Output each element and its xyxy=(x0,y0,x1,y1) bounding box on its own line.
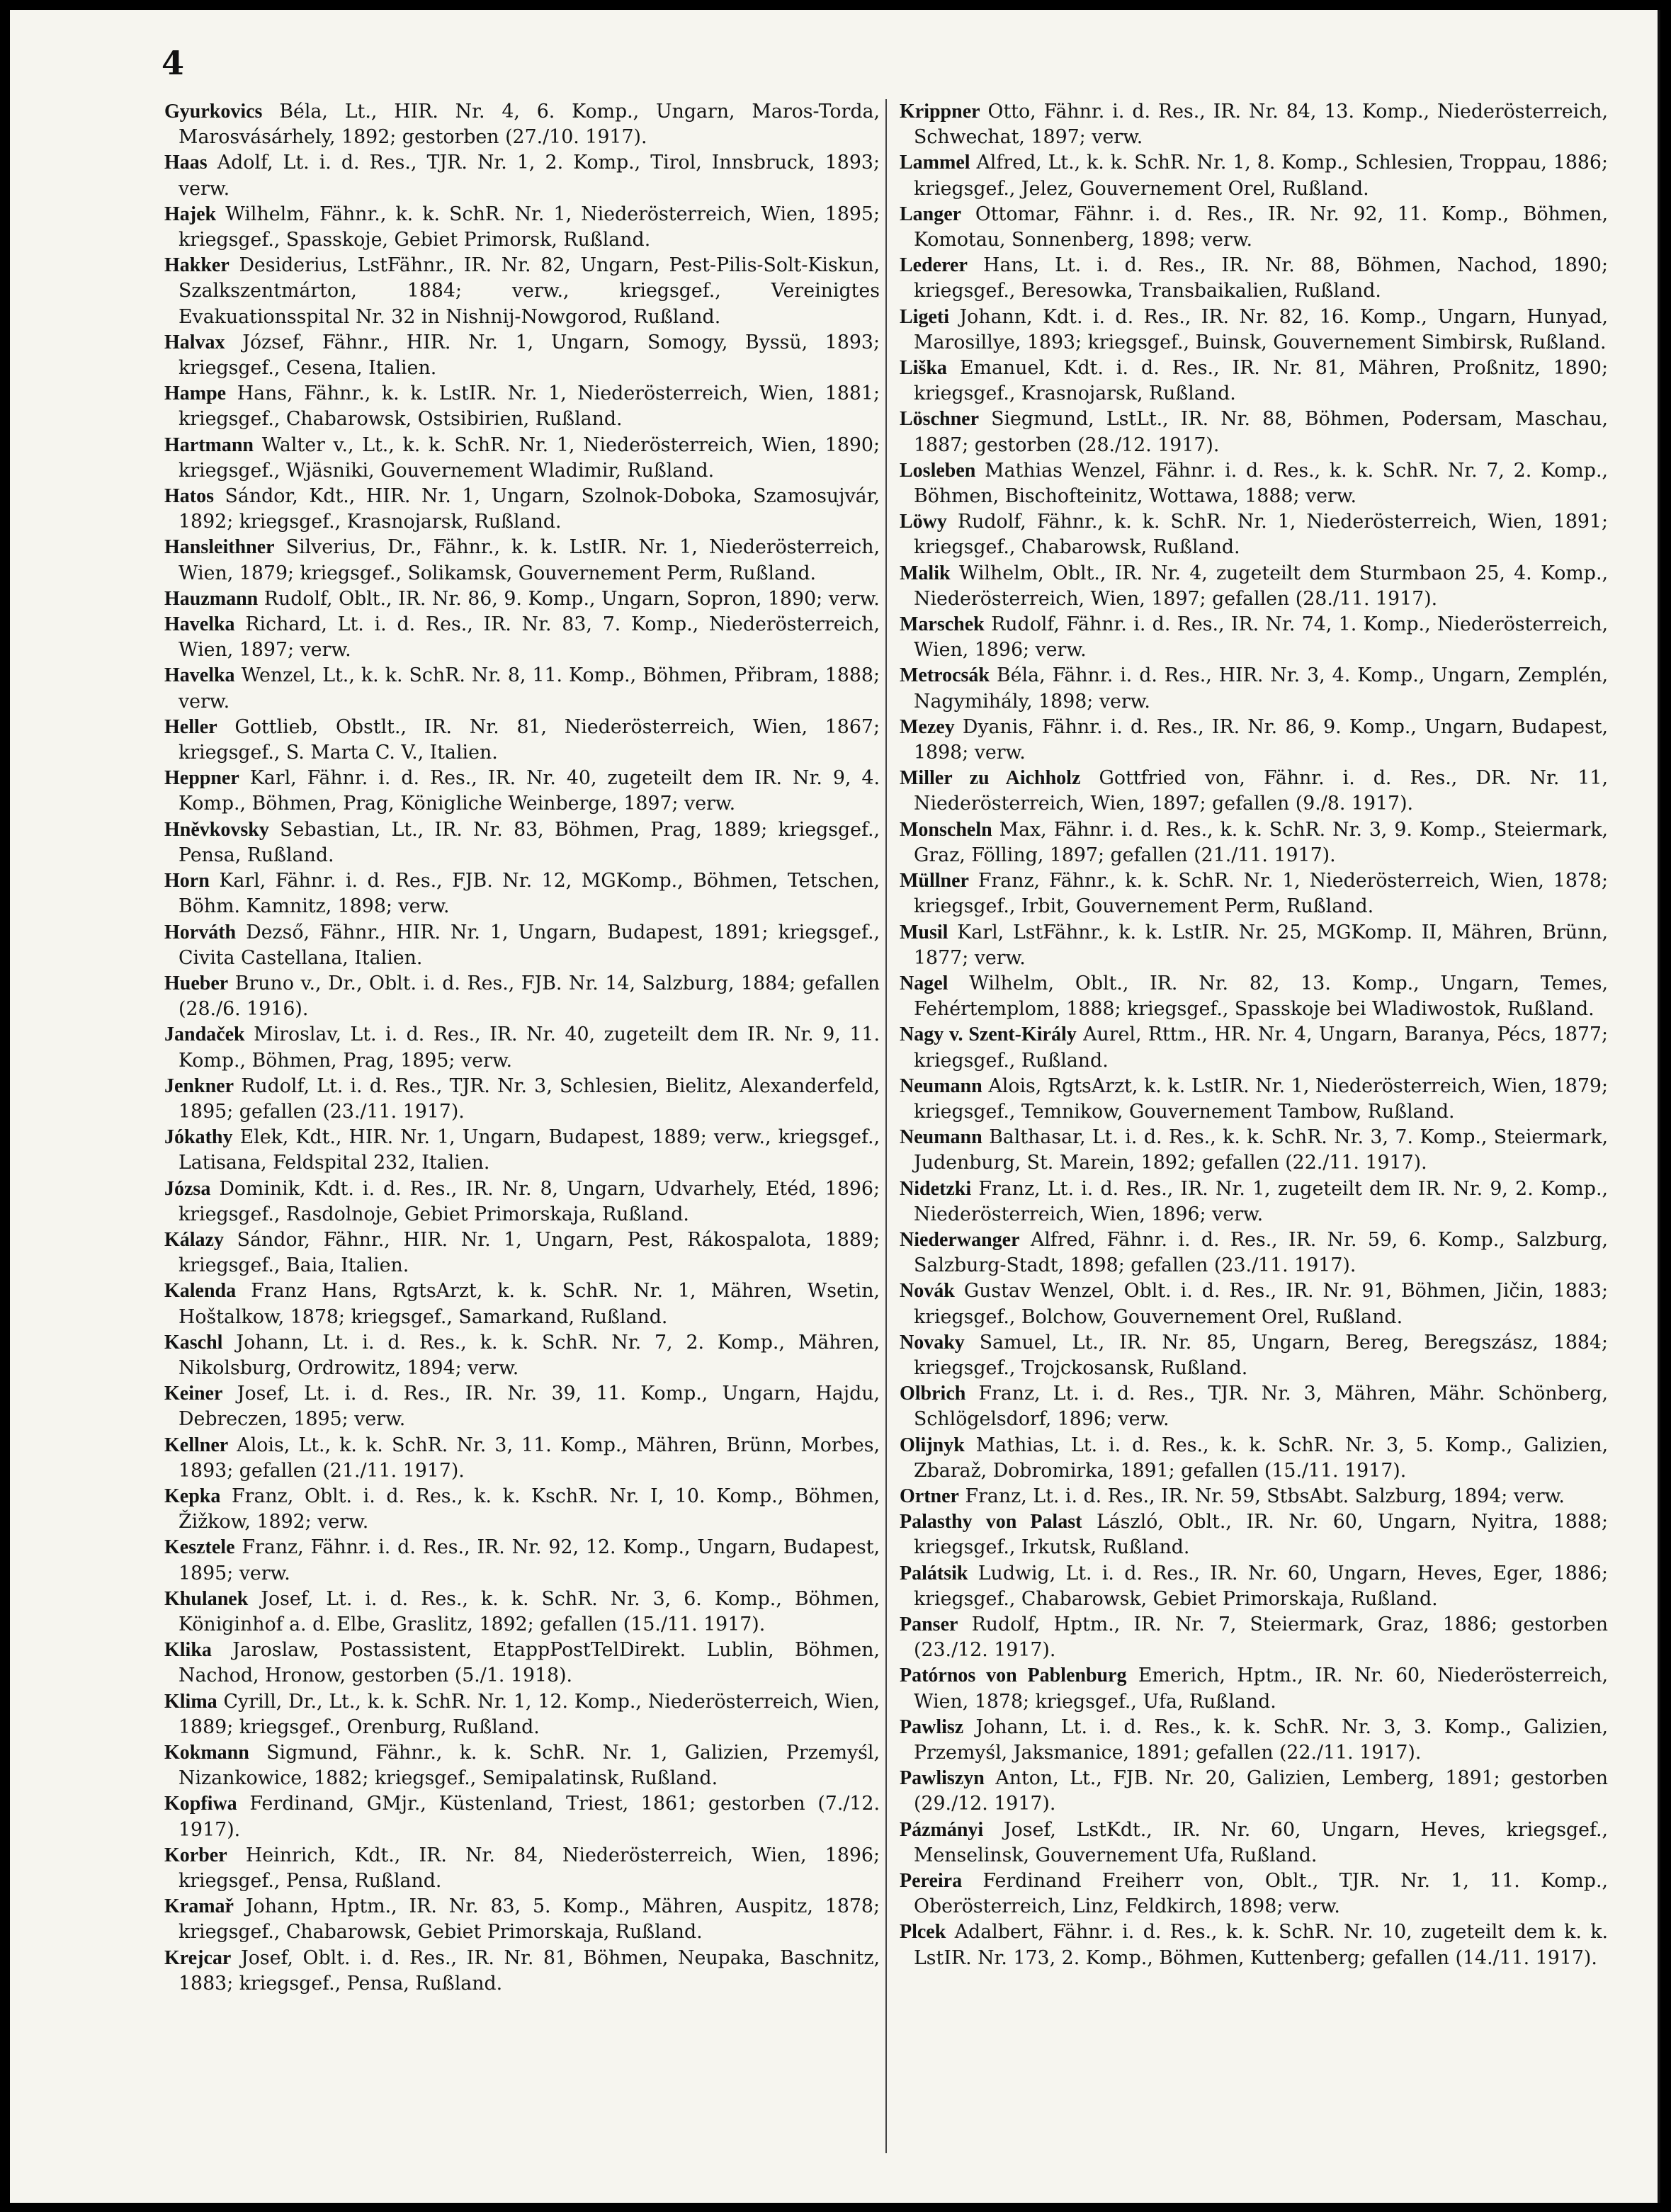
entry-surname: Lammel xyxy=(900,152,970,174)
entry-details: Rudolf, Oblt., IR. Nr. 86, 9. Komp., Ungarn, Sopron, 1890; verw. xyxy=(264,587,880,610)
register-entry xyxy=(164,253,880,330)
entry-surname: Jókathy xyxy=(164,1126,233,1149)
register-entry xyxy=(164,1535,880,1586)
entry-surname: Pawlisz xyxy=(900,1715,964,1738)
register-entry xyxy=(164,586,880,612)
register-entry xyxy=(164,1176,880,1227)
entry-details: Richard, Lt. i. d. Res., IR. Nr. 83, 7. Komp., Niederösterreich, Wien, 1897; verw. xyxy=(179,613,880,662)
register-entry xyxy=(900,1433,1608,1484)
entry-surname: Lederer xyxy=(900,254,968,277)
entry-details: Hans, Fähnr., k. k. LstIR. Nr. 1, Niederösterreich, Wien, 1881; kriegsgef., Chabarowsk, Ostsibirien, Rußland. xyxy=(179,382,880,431)
entry-details: Emanuel, Kdt. i. d. Res., IR. Nr. 81, Mähren, Proßnitz, 1890; kriegsgef., Krasnojarsk, Rußland. xyxy=(914,357,1608,405)
register-entry xyxy=(900,766,1608,817)
register-entry xyxy=(900,1509,1608,1560)
register-entry xyxy=(164,612,880,663)
entry-details: Ludwig, Lt. i. d. Res., IR. Nr. 60, Ungarn, Heves, Eger, 1886; kriegsgef., Chabarowsk, Gebiet Primorskaja, Rußland. xyxy=(914,1562,1608,1610)
entry-details: Balthasar, Lt. i. d. Res., k. k. SchR. Nr. 3, 7. Komp., Steiermark, Judenburg, St. Marein, 1892; gefallen (22./11. 1917). xyxy=(914,1126,1608,1174)
entry-surname: Palasthy von Palast xyxy=(900,1511,1082,1533)
entry-details: Ferdinand, GMjr., Küstenland, Triest, 1861; gestorben (7./12. 1917). xyxy=(179,1793,880,1841)
entry-surname: Hartmann xyxy=(164,433,254,456)
entry-details: Dezső, Fähnr., HIR. Nr. 1, Ungarn, Budapest, 1891; kriegsgef., Civita Castellana, Italien. xyxy=(179,921,880,969)
entry-details: Wenzel, Lt., k. k. SchR. Nr. 8, 11. Komp., Böhmen, Přibram, 1888; verw. xyxy=(179,664,880,713)
register-entry xyxy=(164,381,880,432)
register-entry xyxy=(900,1817,1608,1868)
entry-surname: Liška xyxy=(900,357,947,380)
entry-surname: Metrocsák xyxy=(900,664,990,687)
register-entry xyxy=(900,1561,1608,1612)
entry-details: Alfred, Fähnr. i. d. Res., IR. Nr. 59, 6. Komp., Salzburg, Salzburg-Stadt, 1898; gefallen (23./11. 1917). xyxy=(914,1228,1608,1277)
entry-surname: Löwy xyxy=(900,511,947,533)
register-entry xyxy=(164,1022,880,1073)
entry-details: Franz Hans, RgtsArzt, k. k. SchR. Nr. 1, Mähren, Wsetin, Hoštalkow, 1878; kriegsgef., Samarkand, Rußland. xyxy=(179,1280,880,1328)
register-entry xyxy=(164,99,880,150)
entry-surname: Marschek xyxy=(900,613,985,636)
entry-details: Dominik, Kdt. i. d. Res., IR. Nr. 8, Ungarn, Udvarhely, Etéd, 1896; kriegsgef., Rasdolnoje, Gebiet Primorskaja, Rußland. xyxy=(179,1177,880,1225)
register-entry xyxy=(900,612,1608,663)
entry-surname: Pawliszyn xyxy=(900,1767,985,1790)
entry-surname: Malik xyxy=(900,562,951,584)
entry-details: Johann, Hptm., IR. Nr. 83, 5. Komp., Mähren, Auspitz, 1878; kriegsgef., Chabarowsk, Gebiet Primorskaja, Rußland. xyxy=(179,1895,880,1944)
entry-details: Wilhelm, Oblt., IR. Nr. 4, zugeteilt dem Sturmbaon 25, 4. Komp., Niederösterreich, Wien, 1897; gefallen (28./11. 1917). xyxy=(914,562,1608,610)
entry-surname: Mezey xyxy=(900,715,955,738)
entry-surname: Patórnos von Pablenburg xyxy=(900,1664,1127,1687)
entry-details: Karl, Fähnr. i. d. Res., FJB. Nr. 12, MGKomp., Böhmen, Tetschen, Böhm. Kamnitz, 1898; verw. xyxy=(179,870,880,918)
entry-details: Josef, Lt. i. d. Res., IR. Nr. 39, 11. Komp., Ungarn, Hajdu, Debreczen, 1895; verw. xyxy=(179,1383,880,1431)
register-entry xyxy=(900,458,1608,509)
entry-surname: Klika xyxy=(164,1639,212,1662)
entry-surname: Neumann xyxy=(900,1074,982,1097)
entry-details: Samuel, Lt., IR. Nr. 85, Ungarn, Bereg, Beregszász, 1884; kriegsgef., Trojckosansk, Rußland. xyxy=(914,1331,1608,1379)
register-entry xyxy=(900,1022,1608,1073)
register-entry xyxy=(900,253,1608,304)
entry-surname: Haas xyxy=(164,152,208,174)
register-entry xyxy=(164,1740,880,1791)
register-entry xyxy=(164,330,880,381)
entry-details: Ottomar, Fähnr. i. d. Res., IR. Nr. 92, 11. Komp., Böhmen, Komotau, Sonnenberg, 1898; verw. xyxy=(914,203,1608,251)
entry-details: Alois, RgtsArzt, k. k. LstIR. Nr. 1, Niederösterreich, Wien, 1879; kriegsgef., Temnikow, Gouvernement Tambow, Rußland. xyxy=(914,1074,1608,1123)
entry-surname: Ligeti xyxy=(900,305,949,328)
entry-details: Franz, Fähnr., k. k. SchR. Nr. 1, Niederösterreich, Wien, 1878; kriegsgef., Irbit, Gouvernement Perm, Rußland. xyxy=(914,870,1608,918)
entry-details: Rudolf, Fähnr. i. d. Res., IR. Nr. 74, 1. Komp., Niederösterreich, Wien, 1896; verw. xyxy=(914,613,1608,662)
entry-details: Karl, Fähnr. i. d. Res., IR. Nr. 40, zugeteilt dem IR. Nr. 9, 4. Komp., Böhmen, Prag, Königliche Weinberge, 1897; verw. xyxy=(179,767,880,815)
register-entry xyxy=(900,971,1608,1022)
entry-surname: Kaschl xyxy=(164,1331,223,1354)
entry-details: Adolf, Lt. i. d. Res., TJR. Nr. 1, 2. Komp., Tirol, Innsbruck, 1893; verw. xyxy=(179,152,880,200)
register-entry xyxy=(164,1638,880,1689)
entry-surname: Nagy v. Szent-Király xyxy=(900,1023,1077,1046)
register-entry xyxy=(164,433,880,484)
entry-details: Ferdinand Freiherr von, Oblt., TJR. Nr. 1, 11. Komp., Oberösterreich, Linz, Feldkirch, 1898; verw. xyxy=(914,1870,1608,1918)
entry-details: József, Fähnr., HIR. Nr. 1, Ungarn, Somogy, Byssü, 1893; kriegsgef., Cesena, Italien. xyxy=(179,331,880,380)
register-entry xyxy=(164,202,880,253)
register-entry xyxy=(164,1484,880,1535)
right-column xyxy=(900,99,1608,1971)
entry-details: Bruno v., Dr., Oblt. i. d. Res., FJB. Nr. 14, Salzburg, 1884; gefallen (28./6. 1916). xyxy=(179,972,880,1021)
entry-details: Josef, Oblt. i. d. Res., IR. Nr. 81, Böhmen, Neupaka, Baschnitz, 1883; kriegsgef., Pensa, Rußland. xyxy=(179,1946,880,1995)
entry-surname: Hansleithner xyxy=(164,536,275,559)
register-entry xyxy=(164,817,880,868)
entry-surname: Novák xyxy=(900,1280,955,1303)
register-entry xyxy=(900,663,1608,714)
entry-details: Desiderius, LstFähnr., IR. Nr. 82, Ungarn, Pest-Pilis-Solt-Kiskun, Szalkszentmárton, 1884; verw., kriegsgef., Vereinigtes Evakuationsspital Nr. 32 in Nishnij-Nowgorod, Rußland. xyxy=(179,254,880,328)
entry-details: Otto, Fähnr. i. d. Res., IR. Nr. 84, 13. Komp., Niederösterreich, Schwechat, 1897; verw. xyxy=(914,101,1608,149)
entry-details: Béla, Lt., HIR. Nr. 4, 6. Komp., Ungarn, Maros-Torda, Marosvásárhely, 1892; gestorben (27./10. 1917). xyxy=(179,101,880,149)
entry-details: Gustav Wenzel, Oblt. i. d. Res., IR. Nr. 91, Böhmen, Jičin, 1883; kriegsgef., Bolchow, Gouvernement Orel, Rußland. xyxy=(914,1280,1608,1328)
entry-details: Heinrich, Kdt., IR. Nr. 84, Niederösterreich, Wien, 1896; kriegsgef., Pensa, Rußland. xyxy=(179,1844,880,1893)
register-entry xyxy=(900,99,1608,150)
register-entry xyxy=(164,1125,880,1176)
entry-details: Johann, Lt. i. d. Res., k. k. SchR. Nr. 7, 2. Komp., Mähren, Nikolsburg, Ordrowitz, 1894; verw. xyxy=(179,1331,880,1379)
entry-surname: Panser xyxy=(900,1613,958,1635)
entry-details: Josef, LstKdt., IR. Nr. 60, Ungarn, Heves, kriegsgef., Menselinsk, Gouvernement Ufa, Rußland. xyxy=(914,1818,1608,1866)
entry-surname: Horn xyxy=(164,870,210,892)
entry-surname: Hněvkovsky xyxy=(164,818,269,841)
entry-surname: Kellner xyxy=(164,1434,229,1456)
register-entry xyxy=(164,150,880,201)
entry-surname: Hampe xyxy=(164,382,227,405)
entry-details: Rudolf, Hptm., IR. Nr. 7, Steiermark, Graz, 1886; gestorben (23./12. 1917). xyxy=(914,1613,1608,1662)
register-entry xyxy=(900,150,1608,201)
entry-surname: Heller xyxy=(164,715,217,738)
register-entry xyxy=(900,1919,1608,1970)
register-entry xyxy=(900,202,1608,253)
entry-details: Franz, Lt. i. d. Res., IR. Nr. 1, zugeteilt dem IR. Nr. 9, 2. Komp., Niederösterreich, Wien, 1896; verw. xyxy=(914,1177,1608,1225)
register-entry xyxy=(164,1791,880,1842)
entry-surname: Khulanek xyxy=(164,1587,249,1610)
entry-details: Karl, LstFähnr., k. k. LstIR. Nr. 25, MGKomp. II, Mähren, Brünn, 1877; verw. xyxy=(914,921,1608,969)
entry-surname: Kepka xyxy=(164,1485,221,1507)
entry-details: Johann, Kdt. i. d. Res., IR. Nr. 82, 16. Komp., Ungarn, Hunyad, Marosillye, 1893; kriegsgef., Buinsk, Gouvernement Simbirsk, Rußland. xyxy=(914,305,1608,353)
entry-surname: Miller zu Aichholz xyxy=(900,767,1081,790)
entry-surname: Musil xyxy=(900,921,948,943)
entry-surname: Havelka xyxy=(164,664,235,687)
register-entry xyxy=(900,1663,1608,1714)
entry-details: Cyrill, Dr., Lt., k. k. SchR. Nr. 1, 12. Komp., Niederösterreich, Wien, 1889; kriegsgef., Orenburg, Rußland. xyxy=(179,1690,880,1738)
register-entry xyxy=(164,971,880,1022)
register-entry xyxy=(900,1227,1608,1278)
entry-surname: Heppner xyxy=(164,767,239,790)
entry-surname: Nidetzki xyxy=(900,1177,972,1200)
register-entry xyxy=(164,1227,880,1278)
register-entry xyxy=(164,920,880,971)
entry-details: Franz, Lt. i. d. Res., TJR. Nr. 3, Mähren, Mähr. Schönberg, Schlögelsdorf, 1896; verw. xyxy=(914,1383,1608,1431)
register-entry xyxy=(164,1381,880,1432)
register-entry xyxy=(900,1484,1608,1509)
entry-details: Sigmund, Fähnr., k. k. SchR. Nr. 1, Galizien, Przemyśl, Nizankowice, 1882; kriegsgef., Semipalatinsk, Rußland. xyxy=(179,1742,880,1790)
entry-details: Wilhelm, Oblt., IR. Nr. 82, 13. Komp., Ungarn, Temes, Fehértemplom, 1888; kriegsgef., Spasskoje bei Wladiwostok, Rußland. xyxy=(914,972,1608,1021)
entry-surname: Horváth xyxy=(164,921,237,943)
entry-surname: Kopfiwa xyxy=(164,1793,237,1815)
entry-surname: Löschner xyxy=(900,408,979,431)
entry-details: Miroslav, Lt. i. d. Res., IR. Nr. 40, zugeteilt dem IR. Nr. 9, 11. Komp., Böhmen, Prag, 1895; verw. xyxy=(179,1023,880,1072)
entry-details: Adalbert, Fähnr. i. d. Res., k. k. SchR. Nr. 10, zugeteilt dem k. k. LstIR. Nr. 173, 2. Komp., Böhmen, Kuttenberg; gefallen (14./11. 1917). xyxy=(914,1921,1608,1969)
entry-surname: Novaky xyxy=(900,1331,965,1354)
register-entry xyxy=(900,1125,1608,1176)
register-entry xyxy=(900,1074,1608,1125)
entry-details: Emerich, Hptm., IR. Nr. 60, Niederösterreich, Wien, 1878; kriegsgef., Ufa, Rußland. xyxy=(914,1664,1608,1713)
entry-details: Walter v., Lt., k. k. SchR. Nr. 1, Niederösterreich, Wien, 1890; kriegsgef., Wjäsniki, Gouvernement Wladimir, Rußland. xyxy=(179,433,880,482)
register-entry xyxy=(164,1587,880,1638)
entry-surname: Kálazy xyxy=(164,1228,224,1251)
register-entry xyxy=(164,1894,880,1945)
entry-surname: Jandaček xyxy=(164,1023,245,1046)
entry-surname: Ortner xyxy=(900,1485,959,1507)
entry-surname: Langer xyxy=(900,203,962,225)
entry-details: Dyanis, Fähnr. i. d. Res., IR. Nr. 86, 9. Komp., Ungarn, Budapest, 1898; verw. xyxy=(914,715,1608,764)
register-entry xyxy=(164,868,880,919)
register-entry xyxy=(164,1278,880,1329)
entry-surname: Monscheln xyxy=(900,818,992,841)
entry-details: Wilhelm, Fähnr., k. k. SchR. Nr. 1, Niederösterreich, Wien, 1895; kriegsgef., Spasskoje, Gebiet Primorsk, Rußland. xyxy=(179,203,880,251)
entry-surname: Palátsik xyxy=(900,1562,968,1584)
entry-surname: Keiner xyxy=(164,1383,223,1405)
register-entry xyxy=(900,1330,1608,1381)
register-entry xyxy=(900,305,1608,356)
entry-details: Johann, Lt. i. d. Res., k. k. SchR. Nr. 3, 3. Komp., Galizien, Przemyśl, Jaksmanice, 1891; gefallen (22./11. 1917). xyxy=(914,1715,1608,1764)
entry-details: Gottlieb, Obstlt., IR. Nr. 81, Niederösterreich, Wien, 1867; kriegsgef., S. Marta C. V., Italien. xyxy=(179,715,880,764)
entry-surname: Kalenda xyxy=(164,1280,237,1303)
entry-details: Franz, Oblt. i. d. Res., k. k. KschR. Nr. I, 10. Komp., Böhmen, Žižkow, 1892; verw. xyxy=(179,1485,880,1533)
register-entry xyxy=(164,1433,880,1484)
register-entry xyxy=(164,715,880,766)
entry-details: Gottfried von, Fähnr. i. d. Res., DR. Nr. 11, Niederösterreich, Wien, 1897; gefallen (9./8. 1917). xyxy=(914,767,1608,815)
entry-surname: Hakker xyxy=(164,254,230,277)
register-entry xyxy=(164,535,880,586)
register-entry xyxy=(900,715,1608,766)
entry-details: Sándor, Fähnr., HIR. Nr. 1, Ungarn, Pest, Rákospalota, 1889; kriegsgef., Baia, Italien. xyxy=(179,1228,880,1277)
entry-details: Rudolf, Lt. i. d. Res., TJR. Nr. 3, Schlesien, Bielitz, Alexanderfeld, 1895; gefallen (23./11. 1917). xyxy=(179,1074,880,1123)
entry-surname: Kokmann xyxy=(164,1742,249,1764)
entry-details: Silverius, Dr., Fähnr., k. k. LstIR. Nr. 1, Niederösterreich, Wien, 1879; kriegsgef., Solikamsk, Gouvernement Perm, Rußland. xyxy=(179,536,880,584)
register-entry xyxy=(900,407,1608,458)
entry-surname: Hatos xyxy=(164,485,214,508)
entry-details: Elek, Kdt., HIR. Nr. 1, Ungarn, Budapest, 1889; verw., kriegsgef., Latisana, Feldspital 232, Italien. xyxy=(179,1126,880,1174)
register-entry xyxy=(900,1766,1608,1817)
register-entry xyxy=(164,484,880,535)
register-entry xyxy=(900,817,1608,868)
entry-details: Rudolf, Fähnr., k. k. SchR. Nr. 1, Niederösterreich, Wien, 1891; kriegsgef., Chabarowsk, Rußland. xyxy=(914,511,1608,559)
entry-surname: Klima xyxy=(164,1690,217,1713)
entry-surname: Pázmányi xyxy=(900,1818,984,1841)
entry-surname: Kesztele xyxy=(164,1536,235,1559)
entry-details: Aurel, Rttm., HR. Nr. 4, Ungarn, Baranya, Pécs, 1877; kriegsgef., Rußland. xyxy=(914,1023,1609,1072)
register-entry xyxy=(164,663,880,714)
entry-surname: Havelka xyxy=(164,613,235,636)
entry-details: Mathias, Lt. i. d. Res., k. k. SchR. Nr. 3, 5. Komp., Galizien, Zbaraž, Dobromirka, 1891; gefallen (15./11. 1917). xyxy=(914,1434,1608,1482)
entry-surname: Neumann xyxy=(900,1126,982,1149)
entry-details: Max, Fähnr. i. d. Res., k. k. SchR. Nr. 3, 9. Komp., Steiermark, Graz, Fölling, 1897; gefallen (21./11. 1917). xyxy=(914,818,1608,866)
page-number: 4 xyxy=(162,44,185,82)
entry-surname: Jenkner xyxy=(164,1074,234,1097)
left-column xyxy=(164,99,880,1997)
entry-surname: Gyurkovics xyxy=(164,101,263,123)
entry-surname: Kramař xyxy=(164,1895,234,1918)
entry-details: Mathias Wenzel, Fähnr. i. d. Res., k. k. SchR. Nr. 7, 2. Komp., Böhmen, Bischofteinitz, Wottawa, 1888; verw. xyxy=(914,459,1608,508)
register-entry xyxy=(900,1278,1608,1329)
entry-surname: Krippner xyxy=(900,101,980,123)
register-entry xyxy=(900,1715,1608,1766)
register-entry xyxy=(164,1946,880,1997)
entry-surname: Niederwanger xyxy=(900,1228,1020,1251)
entry-details: Béla, Fähnr. i. d. Res., HIR. Nr. 3, 4. Komp., Ungarn, Zemplén, Nagymihály, 1898; verw. xyxy=(914,664,1608,713)
entry-surname: Olijnyk xyxy=(900,1434,965,1456)
entry-surname: Losleben xyxy=(900,459,976,482)
entry-details: Alois, Lt., k. k. SchR. Nr. 3, 11. Komp., Mähren, Brünn, Morbes, 1893; gefallen (21./11. 1917). xyxy=(179,1434,880,1482)
entry-details: Franz, Lt. i. d. Res., IR. Nr. 59, StbsAbt. Salzburg, 1894; verw. xyxy=(965,1485,1565,1507)
register-entry xyxy=(900,920,1608,971)
entry-details: László, Oblt., IR. Nr. 60, Ungarn, Nyitra, 1888; kriegsgef., Irkutsk, Rußland. xyxy=(914,1511,1608,1559)
entry-surname: Hueber xyxy=(164,972,229,994)
entry-surname: Müllner xyxy=(900,870,969,892)
entry-details: Anton, Lt., FJB. Nr. 20, Galizien, Lemberg, 1891; gestorben (29./12. 1917). xyxy=(914,1767,1608,1815)
entry-surname: Hauzmann xyxy=(164,587,259,610)
register-entry xyxy=(164,1330,880,1381)
entry-surname: Olbrich xyxy=(900,1383,966,1405)
entry-details: Siegmund, LstLt., IR. Nr. 88, Böhmen, Podersam, Maschau, 1887; gestorben (28./12. 1917). xyxy=(914,408,1608,456)
entry-surname: Nagel xyxy=(900,972,948,994)
entry-surname: Pereira xyxy=(900,1870,963,1893)
entry-surname: Hajek xyxy=(164,203,217,225)
entry-details: Franz, Fähnr. i. d. Res., IR. Nr. 92, 12. Komp., Ungarn, Budapest, 1895; verw. xyxy=(179,1536,880,1584)
register-entry xyxy=(900,1381,1608,1432)
register-entry xyxy=(900,1868,1608,1919)
register-entry xyxy=(900,1612,1608,1663)
entry-details: Sándor, Kdt., HIR. Nr. 1, Ungarn, Szolnok-Doboka, Szamosujvár, 1892; kriegsgef., Krasnojarsk, Rußland. xyxy=(179,485,880,533)
entry-details: Sebastian, Lt., IR. Nr. 83, Böhmen, Prag, 1889; kriegsgef., Pensa, Rußland. xyxy=(179,818,880,866)
entry-surname: Krejcar xyxy=(164,1946,232,1969)
entry-details: Hans, Lt. i. d. Res., IR. Nr. 88, Böhmen, Nachod, 1890; kriegsgef., Beresowka, Transbaikalien, Rußland. xyxy=(914,254,1608,302)
entry-surname: Józsa xyxy=(164,1177,211,1200)
register-entry xyxy=(164,1074,880,1125)
entry-details: Jaroslaw, Postassistent, EtappPostTelDirekt. Lublin, Böhmen, Nachod, Hronow, gestorben (5./1. 1918). xyxy=(179,1639,880,1687)
register-entry xyxy=(164,766,880,817)
entry-surname: Korber xyxy=(164,1844,227,1866)
register-entry xyxy=(900,356,1608,407)
register-entry xyxy=(164,1689,880,1740)
register-entry xyxy=(900,509,1608,560)
entry-details: Josef, Lt. i. d. Res., k. k. SchR. Nr. 3, 6. Komp., Böhmen, Königinhof a. d. Elbe, Graslitz, 1892; gefallen (15./11. 1917). xyxy=(179,1587,880,1635)
register-entry xyxy=(900,561,1608,612)
register-entry xyxy=(900,1176,1608,1227)
entry-surname: Plcek xyxy=(900,1921,946,1944)
register-entry xyxy=(164,1843,880,1894)
column-divider xyxy=(885,99,887,2153)
entry-surname: Halvax xyxy=(164,331,225,353)
entry-details: Alfred, Lt., k. k. SchR. Nr. 1, 8. Komp., Schlesien, Troppau, 1886; kriegsgef., Jelez, Gouvernement Orel, Rußland. xyxy=(914,152,1608,200)
register-entry xyxy=(900,868,1608,919)
